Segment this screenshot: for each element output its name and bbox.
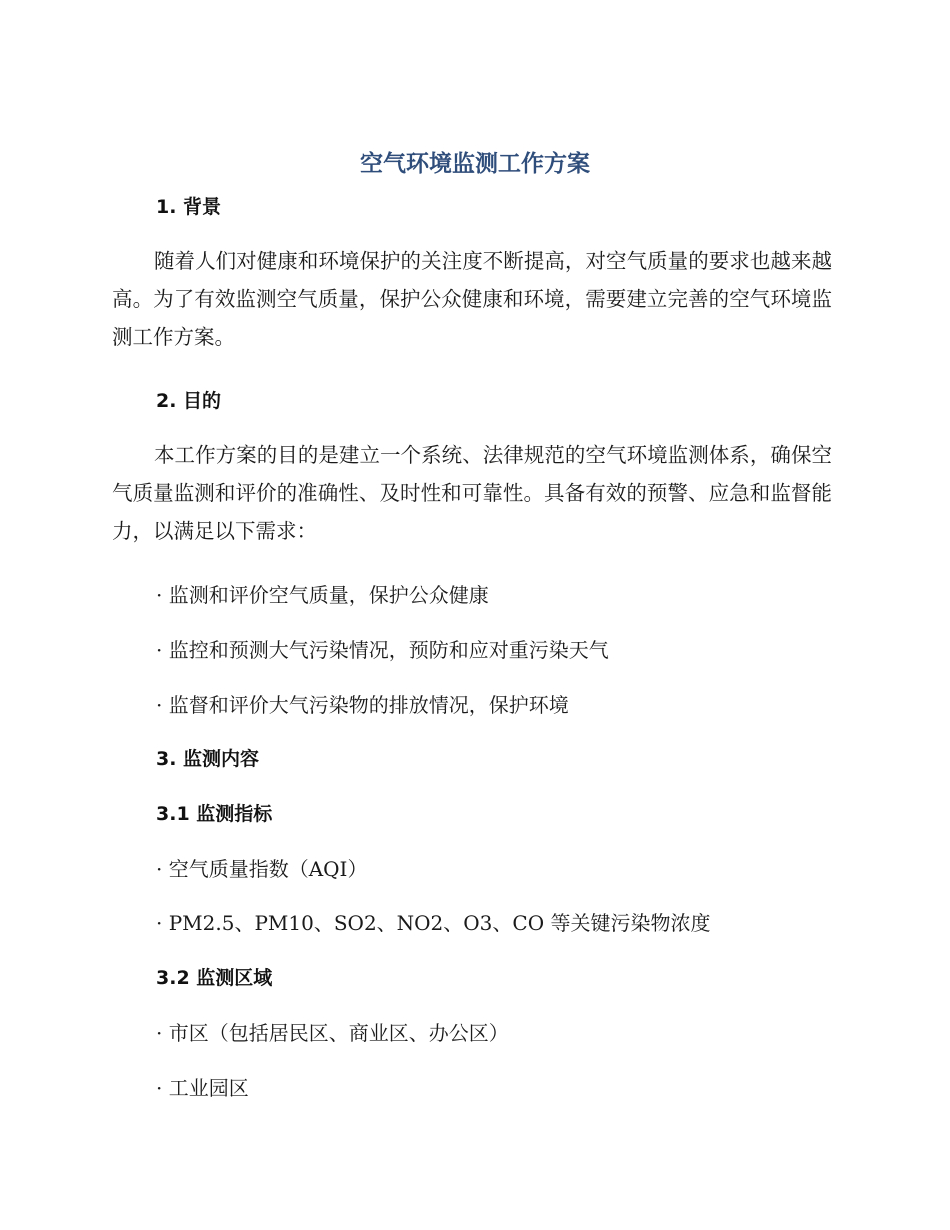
subsection-heading-indicators: 3.1 监测指标 bbox=[156, 803, 273, 825]
section-heading-content: 3. 监测内容 bbox=[156, 748, 260, 770]
purpose-paragraph: 本工作方案的目的是建立一个系统、法律规范的空气环境监测体系，确保空气质量监测和评价的准确性、及时性和可靠性。具备有效的预警、应急和监督能力，以满足以下需求： bbox=[112, 443, 832, 543]
indicator-bullet-item: · 空气质量指数（AQI） bbox=[156, 857, 368, 881]
area-bullet-item: · 市区（包括居民区、商业区、办公区） bbox=[156, 1021, 509, 1045]
purpose-bullet-item: · 监控和预测大气污染情况，预防和应对重污染天气 bbox=[156, 638, 609, 662]
section-heading-purpose: 2. 目的 bbox=[156, 390, 222, 412]
purpose-bullet-item: · 监测和评价空气质量，保护公众健康 bbox=[156, 583, 489, 607]
background-paragraph: 随着人们对健康和环境保护的关注度不断提高，对空气质量的要求也越来越高。为了有效监测空气质量，保护公众健康和环境，需要建立完善的空气环境监测工作方案。 bbox=[112, 249, 832, 349]
area-bullet-item: · 工业园区 bbox=[156, 1076, 249, 1100]
purpose-bullet-item: · 监督和评价大气污染物的排放情况，保护环境 bbox=[156, 693, 569, 717]
document-title: 空气环境监测工作方案 bbox=[360, 151, 590, 177]
section-heading-background: 1. 背景 bbox=[156, 196, 222, 218]
subsection-heading-areas: 3.2 监测区域 bbox=[156, 967, 273, 989]
indicator-bullet-item: · PM2.5、PM10、SO2、NO2、O3、CO 等关键污染物浓度 bbox=[156, 911, 711, 935]
